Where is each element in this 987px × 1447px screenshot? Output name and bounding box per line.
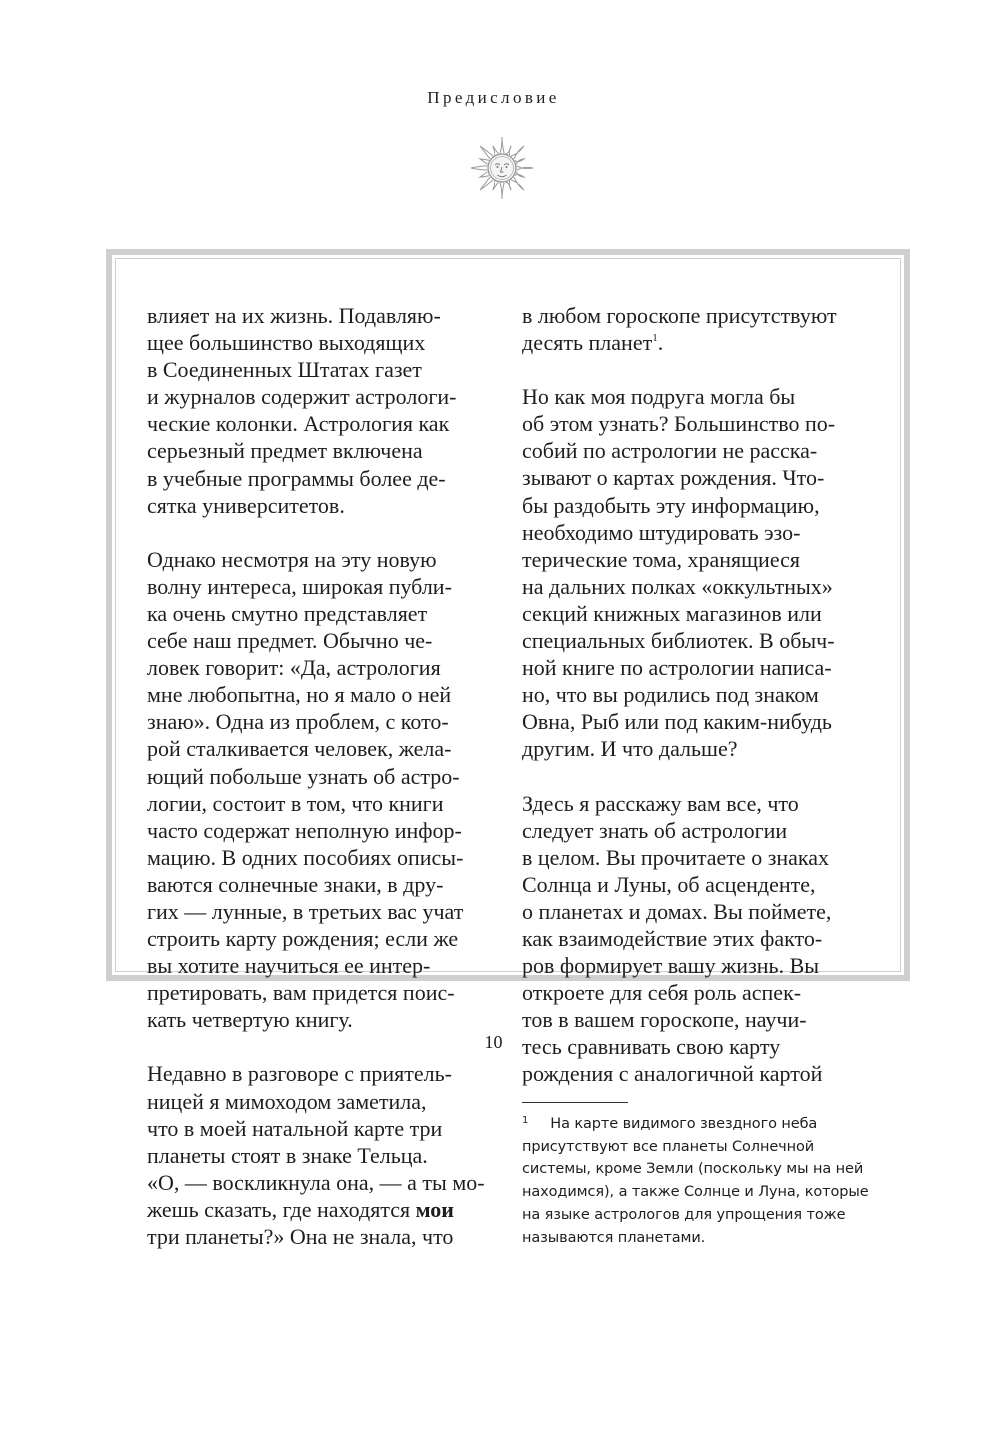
sun-ray (500, 183, 504, 199)
footnote-reference[interactable]: 1 (652, 332, 658, 345)
footnote (522, 1110, 874, 1249)
sun-ray (480, 172, 489, 177)
paragraph-4 (522, 302, 874, 356)
paragraph-3 (147, 1060, 499, 1250)
text-line: ческие колонки. Астрология как (147, 411, 450, 437)
text-line: логии, состоит в том, что книги (147, 790, 444, 816)
emphasis-word: мои (415, 1196, 454, 1222)
text-fragment: . (657, 330, 664, 356)
sun-ray (515, 159, 524, 164)
text-line: «О, — воскликнула она, — а ты мо- (147, 1169, 485, 1195)
footnote-line: на языке астрологов для упрощения тоже (522, 1206, 846, 1223)
text-line: часто содержат неполную инфор- (147, 817, 462, 843)
paragraph-2 (147, 546, 499, 1034)
sun-ray (493, 146, 498, 155)
footnote-line: находимся), а также Солнце и Луна, которые (522, 1184, 869, 1201)
text-line: Здесь я расскажу вам все, что (522, 790, 799, 816)
text-fragment: На карте видимого звездного неба (550, 1116, 818, 1132)
text-line: зывают о картах рождения. Что- (522, 465, 825, 491)
text-line: сятка университетов. (147, 492, 345, 518)
sun-ray (515, 172, 524, 177)
footnote-divider (522, 1102, 628, 1103)
text-line: строить карту рождения; если же (147, 926, 459, 952)
sun-ray (511, 177, 524, 190)
footnote-line: называются планетами. (522, 1229, 706, 1246)
text-line-with-footnote (522, 329, 874, 356)
text-line: о планетах и домах. Вы поймете, (522, 898, 832, 924)
footnote-line: системы, кроме Земли (поскольку мы на ней (522, 1161, 864, 1178)
text-line: три планеты?» Она не знала, что (147, 1224, 454, 1249)
text-line: Но как моя подруга могла бы (522, 384, 796, 410)
paragraph-5 (522, 383, 874, 762)
text-line: тов в вашем гороскопе, научи- (522, 1007, 807, 1033)
text-line: секций книжных магазинов или (522, 600, 822, 626)
sun-ray (480, 146, 493, 159)
text-line: и журналов содержит астрологи- (147, 384, 457, 410)
sun-ray (506, 181, 511, 190)
text-line: ров формирует вашу жизнь. Вы (522, 953, 820, 979)
text-line: планеты стоят в знаке Тельца. (147, 1142, 428, 1168)
text-line: следует знать об астрологии (522, 817, 788, 843)
text-line: Овна, Рыб или под каким-нибудь (522, 709, 832, 735)
text-line: щее большинство выходящих (147, 330, 426, 356)
text-line: собий по астрологии не расска- (522, 438, 818, 464)
text-line: волну интереса, широкая публи- (147, 573, 452, 599)
text-line: ницей я мимоходом заметила, (147, 1088, 427, 1114)
running-head: Предисловие (427, 88, 560, 107)
text-line: об этом узнать? Большинство по- (522, 411, 836, 437)
text-line: ловек говорит: «Да, астрология (147, 655, 441, 681)
text-line: вы хотите научиться ее интер- (147, 953, 431, 979)
text-line: влияет на их жизнь. Подавляю- (147, 303, 441, 328)
text-line: тесь сравнивать свою карту (522, 1034, 781, 1060)
text-line: ной книге по астрологии написа- (522, 655, 832, 681)
text-line: откроете для себя роль аспек- (522, 980, 802, 1006)
text-line: в любом гороскопе присутствуют (522, 303, 837, 328)
text-line: необходимо штудировать эзо- (522, 519, 801, 545)
text-line: знаю». Одна из проблем, с кото- (147, 709, 449, 735)
text-line: мне любопытна, но я мало о ней (147, 682, 452, 708)
text-line: бы раздобыть эту информацию, (522, 492, 820, 518)
sun-face-icon (468, 134, 536, 202)
text-line: мацию. В одних пособиях описы- (147, 844, 464, 870)
page-number: 10 (484, 1032, 503, 1052)
text-line: рой сталкивается человек, жела- (147, 736, 452, 762)
text-line: серьезный предмет включена (147, 438, 423, 464)
sun-ray (500, 137, 504, 153)
text-line: ваются солнечные знаки, в дру- (147, 871, 444, 897)
text-fragment: десять планет (522, 330, 653, 356)
text-line: Недавно в разговоре с приятель- (147, 1061, 452, 1087)
right-column (522, 302, 874, 1088)
text-line: ка очень смутно представляет (147, 600, 428, 626)
text-line: кать четвертую книгу. (147, 1007, 353, 1033)
text-line: терические тома, хранящиеся (522, 546, 801, 572)
footnote-line (522, 1110, 874, 1136)
text-line: себе наш предмет. Обычно че- (147, 628, 433, 654)
text-line: другим. И что дальше? (522, 736, 738, 762)
text-line: что в моей натальной карте три (147, 1115, 443, 1141)
text-line: рождения с аналогичной картой (522, 1061, 823, 1087)
sun-ray (480, 159, 489, 164)
paragraph-1 (147, 302, 499, 519)
text-line: как взаимодействие этих факто- (522, 925, 823, 951)
text-line: в целом. Вы прочитаете о знаках (522, 844, 830, 870)
footnote-number: 1 (522, 1115, 529, 1126)
footnote-line: присутствуют все планеты Солнечной (522, 1138, 815, 1155)
sun-ray (506, 146, 511, 155)
text-line: претировать, вам придется поис- (147, 980, 455, 1006)
text-line: в учебные программы более де- (147, 465, 446, 491)
sun-ray (480, 177, 493, 190)
text-line: специальных библиотек. В обыч- (522, 628, 835, 654)
left-column (147, 302, 499, 1250)
text-line: на дальних полках «оккультных» (522, 573, 833, 599)
text-line: ющий побольше узнать об астро- (147, 763, 460, 789)
sun-ray (471, 166, 487, 170)
text-line: в Соединенных Штатах газет (147, 357, 422, 383)
sun-ray (493, 181, 498, 190)
text-line: Солнца и Луны, об асценденте, (522, 871, 816, 897)
sun-ray (517, 166, 533, 170)
text-fragment: жешь сказать, где находятся (147, 1196, 416, 1222)
text-line: Однако несмотря на эту новую (147, 546, 437, 572)
text-line: гих — лунные, в третьих вас учат (147, 898, 464, 924)
text-line: но, что вы родились под знаком (522, 682, 819, 708)
text-line-with-emphasis (147, 1196, 499, 1223)
sun-ray (511, 146, 524, 159)
